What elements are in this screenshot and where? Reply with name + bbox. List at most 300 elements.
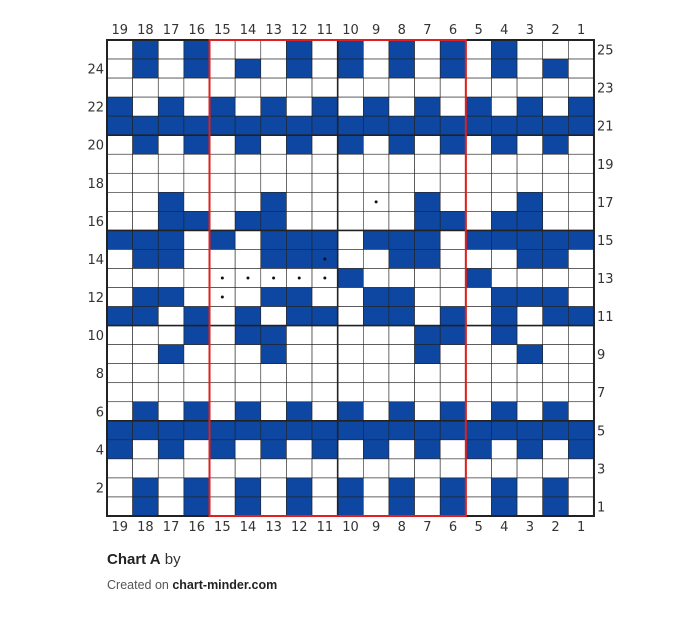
chart-cell-filled [338,497,364,516]
chart-cell-empty [440,345,466,364]
chart-cell-filled [312,421,338,440]
chart-cell-filled [415,421,441,440]
chart-cell-empty [543,326,569,345]
chart-cell-filled [415,97,441,116]
chart-cell-empty [517,78,543,97]
chart-cell-empty [363,326,389,345]
chart-cell-filled [107,307,133,326]
chart-cell-filled [517,192,543,211]
col-label-top: 11 [316,23,334,38]
chart-cell-empty [568,268,594,287]
chart-cell-empty [210,173,236,192]
row-label-left: 8 [95,367,104,383]
chart-cell-empty [235,173,261,192]
chart-cell-filled [286,288,312,307]
chart-cell-empty [133,326,159,345]
col-label-bottom: 15 [214,520,231,535]
chart-cell-empty [312,364,338,383]
row-label-right: 9 [596,348,606,364]
chart-cell-empty [466,383,492,402]
chart-cell-filled [338,116,364,135]
chart-cell-empty [286,173,312,192]
chart-cell-empty [312,173,338,192]
chart-cell-empty [543,440,569,459]
chart-cell-empty [133,97,159,116]
chart-cell-empty [491,173,517,192]
chart-cell-empty [286,459,312,478]
chart-cell-empty [440,440,466,459]
chart-cell-empty [389,459,415,478]
chart-cell-empty [210,364,236,383]
chart-cell-empty [107,459,133,478]
chart-cell-filled [261,192,287,211]
col-label-bottom: 17 [162,520,180,535]
chart-cell-empty [415,402,441,421]
chart-cell-empty [466,497,492,516]
chart-cell-filled [543,288,569,307]
chart-cell-empty [184,459,210,478]
chart-cell-filled [312,307,338,326]
row-label-right: 15 [596,233,614,249]
chart-cell-filled [415,440,441,459]
chart-cell-empty [568,383,594,402]
row-label-right: 5 [596,424,606,440]
chart-cell-filled [415,249,441,268]
site-link[interactable]: chart-minder.com [172,578,278,592]
chart-cell-filled [133,497,159,516]
row-label-right: 1 [596,500,606,516]
chart-cell-empty [286,364,312,383]
chart-cell-empty [184,345,210,364]
chart-cell-empty [466,402,492,421]
chart-cell-empty [312,135,338,154]
row-label-left: 24 [87,62,104,78]
chart-cell-filled [286,230,312,249]
chart-cell-filled [568,97,594,116]
chart-cell-empty [107,59,133,78]
row-label-left: 4 [95,443,104,459]
col-label-top: 19 [111,23,129,38]
chart-cell-empty [389,268,415,287]
chart-cell-filled [338,402,364,421]
row-label-right: 13 [596,272,614,287]
col-label-bottom: 12 [290,520,308,535]
chart-cell-filled [158,345,184,364]
chart-cell-empty [107,402,133,421]
chart-cell-filled [363,116,389,135]
col-label-bottom: 4 [500,520,509,535]
chart-cell-filled [517,211,543,230]
chart-cell-filled [210,97,236,116]
chart-cell-empty [363,402,389,421]
chart-cell-empty [415,59,441,78]
chart-cell-filled [312,440,338,459]
chart-cell-empty [389,173,415,192]
chart-cell-empty [543,211,569,230]
chart-cell-filled [184,116,210,135]
chart-cell-empty [491,440,517,459]
chart-cell-filled [338,421,364,440]
chart-cell-empty [133,154,159,173]
chart-cell-empty [312,192,338,211]
col-label-top: 10 [342,23,359,38]
chart-cell-empty [568,345,594,364]
chart-cell-empty [440,230,466,249]
col-label-top: 7 [423,23,432,38]
chart-cell-filled [261,211,287,230]
stitch-dot [221,296,224,299]
chart-cell-empty [312,288,338,307]
chart-cell-empty [363,211,389,230]
chart-cell-empty [261,402,287,421]
chart-cell-empty [338,211,364,230]
col-label-top: 5 [474,23,483,38]
chart-cell-empty [235,459,261,478]
chart-cell-empty [568,402,594,421]
chart-cell-filled [440,497,466,516]
chart-cell-empty [466,40,492,59]
chart-cell-filled [158,249,184,268]
chart-cell-filled [210,116,236,135]
chart-cell-empty [543,345,569,364]
chart-cell-filled [133,59,159,78]
chart-cell-empty [158,402,184,421]
chart-cell-empty [235,78,261,97]
chart-cell-filled [517,97,543,116]
row-label-left: 16 [87,214,104,230]
chart-cell-filled [210,440,236,459]
chart-cell-filled [517,421,543,440]
chart-cell-filled [466,97,492,116]
col-label-bottom: 5 [474,520,483,535]
chart-cell-empty [466,478,492,497]
chart-cell-empty [517,459,543,478]
chart-cell-empty [389,345,415,364]
col-label-bottom: 11 [316,520,334,535]
chart-cell-empty [440,154,466,173]
chart-cell-filled [158,97,184,116]
chart-cell-filled [491,59,517,78]
row-label-left: 6 [95,405,104,421]
col-label-top: 4 [500,23,509,38]
chart-cell-empty [286,211,312,230]
chart-cell-empty [491,364,517,383]
chart-cell-filled [210,421,236,440]
chart-cell-empty [389,154,415,173]
chart-cell-empty [184,440,210,459]
chart-cell-empty [568,249,594,268]
chart-cell-empty [261,459,287,478]
chart-cell-empty [363,268,389,287]
chart-cell-empty [389,78,415,97]
chart-cell-empty [261,478,287,497]
chart-cell-filled [491,326,517,345]
chart-cell-empty [568,459,594,478]
chart-cell-empty [415,78,441,97]
chart-cell-empty [184,97,210,116]
chart-cell-filled [543,135,569,154]
chart-cell-filled [517,249,543,268]
chart-cell-filled [543,497,569,516]
chart-cell-empty [210,211,236,230]
col-label-top: 17 [162,23,180,38]
chart-cell-empty [466,173,492,192]
chart-cell-empty [158,59,184,78]
chart-cell-empty [210,459,236,478]
chart-cell-empty [184,364,210,383]
col-label-bottom: 8 [397,520,406,535]
row-label-right: 21 [596,119,614,135]
chart-cell-filled [235,135,261,154]
chart-cell-empty [338,440,364,459]
chart-cell-filled [184,211,210,230]
chart-cell-empty [491,383,517,402]
stitch-dot [323,257,326,260]
col-label-top: 16 [188,23,205,38]
chart-cell-empty [363,135,389,154]
chart-cell-empty [466,307,492,326]
chart-cell-empty [466,211,492,230]
chart-cell-empty [261,78,287,97]
chart-cell-empty [568,59,594,78]
chart-cell-filled [338,135,364,154]
stitch-dot [221,277,224,280]
chart-cell-empty [107,249,133,268]
chart-title-line [107,551,181,568]
chart-cell-empty [133,78,159,97]
chart-cell-empty [107,497,133,516]
chart-cell-filled [491,230,517,249]
chart-cell-filled [184,307,210,326]
chart-cell-empty [466,59,492,78]
chart-cell-filled [133,116,159,135]
chart-cell-empty [107,268,133,287]
chart-cell-empty [210,40,236,59]
chart-cell-empty [389,211,415,230]
chart-cell-empty [261,364,287,383]
chart-cell-empty [517,326,543,345]
chart-cell-filled [466,421,492,440]
chart-cell-filled [415,211,441,230]
chart-cell-filled [568,307,594,326]
chart-cell-empty [338,459,364,478]
chart-cell-empty [158,173,184,192]
chart-cell-filled [363,288,389,307]
chart-cell-filled [235,116,261,135]
chart-cell-filled [107,440,133,459]
chart-cell-empty [466,135,492,154]
chart-cell-filled [415,230,441,249]
chart-cell-filled [415,345,441,364]
chart-cell-empty [286,97,312,116]
chart-cell-empty [184,173,210,192]
col-label-top: 6 [448,23,458,38]
chart-cell-filled [286,116,312,135]
row-label-right: 3 [596,462,606,478]
chart-cell-empty [312,459,338,478]
chart-cell-empty [184,192,210,211]
chart-cell-filled [543,230,569,249]
chart-cell-filled [286,402,312,421]
chart-title: Chart A [107,551,161,568]
chart-cell-empty [158,135,184,154]
chart-cell-empty [312,345,338,364]
chart-cell-filled [107,421,133,440]
chart-by: by [164,551,181,568]
chart-cell-filled [440,478,466,497]
chart-cell-empty [466,345,492,364]
chart-cell-filled [389,478,415,497]
chart-cell-empty [235,40,261,59]
chart-cell-filled [543,59,569,78]
chart-cell-filled [568,116,594,135]
chart-cell-filled [158,192,184,211]
chart-cell-filled [261,421,287,440]
col-label-top: 8 [397,23,406,38]
chart-cell-filled [440,59,466,78]
row-label-right: 17 [596,195,614,211]
chart-cell-empty [312,78,338,97]
chart-cell-empty [107,288,133,307]
chart-cell-filled [466,116,492,135]
chart-cell-empty [158,364,184,383]
chart-cell-filled [389,249,415,268]
chart-cell-filled [543,402,569,421]
chart-cell-empty [286,192,312,211]
chart-cell-empty [210,345,236,364]
chart-cell-empty [415,40,441,59]
col-label-bottom: 6 [448,520,458,535]
row-label-left: 22 [87,100,104,116]
chart-cell-empty [235,192,261,211]
chart-cell-filled [389,230,415,249]
chart-cell-filled [543,478,569,497]
chart-cell-filled [184,59,210,78]
stitch-dot [272,277,275,280]
chart-cell-filled [261,230,287,249]
chart-cell-filled [235,307,261,326]
col-label-top: 13 [265,23,282,38]
col-label-top: 2 [551,23,560,38]
chart-cell-filled [235,497,261,516]
chart-cell-empty [184,230,210,249]
chart-cell-filled [491,402,517,421]
credit-line [107,578,277,592]
chart-cell-filled [568,421,594,440]
chart-cell-empty [158,497,184,516]
stitch-dot [246,277,249,280]
row-label-left: 12 [87,291,104,307]
chart-cell-empty [389,192,415,211]
chart-cell-empty [158,383,184,402]
chart-cell-empty [261,59,287,78]
chart-cell-empty [517,135,543,154]
chart-cell-empty [466,192,492,211]
chart-cell-filled [286,135,312,154]
chart-cell-filled [286,421,312,440]
chart-cell-filled [466,268,492,287]
chart-cell-filled [389,116,415,135]
chart-cell-empty [543,192,569,211]
chart-cell-empty [312,326,338,345]
chart-cell-filled [184,402,210,421]
chart-cell-empty [107,78,133,97]
chart-cell-empty [158,268,184,287]
chart-cell-empty [466,288,492,307]
chart-cell-empty [133,173,159,192]
chart-cell-filled [286,40,312,59]
created-on-text: Created on [107,578,169,592]
chart-cell-empty [133,345,159,364]
chart-cell-empty [517,40,543,59]
chart-cell-empty [107,364,133,383]
chart-cell-empty [107,135,133,154]
col-label-bottom: 13 [265,520,282,535]
chart-cell-filled [235,59,261,78]
chart-cell-filled [184,326,210,345]
chart-cell-empty [389,440,415,459]
chart-cell-empty [415,383,441,402]
chart-cell-empty [133,192,159,211]
chart-cell-filled [286,478,312,497]
chart-cell-empty [543,78,569,97]
chart-cell-empty [517,59,543,78]
col-label-top: 18 [137,23,154,38]
chart-cell-filled [184,40,210,59]
chart-cell-empty [210,497,236,516]
chart-cell-empty [440,364,466,383]
row-label-right: 19 [596,157,614,173]
chart-cell-filled [543,421,569,440]
chart-cell-filled [133,478,159,497]
chart-cell-filled [491,211,517,230]
chart-cell-filled [440,116,466,135]
chart-cell-empty [107,383,133,402]
chart-cell-empty [415,288,441,307]
chart-cell-empty [363,154,389,173]
stitch-dot [323,277,326,280]
chart-cell-empty [210,78,236,97]
chart-cell-empty [158,326,184,345]
chart-cell-filled [568,230,594,249]
chart-cell-filled [133,40,159,59]
chart-cell-empty [363,383,389,402]
chart-cell-empty [466,249,492,268]
chart-cell-empty [440,192,466,211]
chart-cell-filled [491,116,517,135]
chart-cell-empty [210,383,236,402]
chart-cell-empty [440,78,466,97]
chart-cell-empty [235,288,261,307]
chart-cell-empty [543,459,569,478]
chart-cell-empty [286,345,312,364]
chart-cell-empty [184,78,210,97]
chart-cell-filled [235,211,261,230]
chart-cell-empty [568,326,594,345]
chart-cell-empty [158,40,184,59]
chart-cell-empty [363,364,389,383]
chart-cell-empty [184,249,210,268]
chart-cell-empty [517,307,543,326]
chart-cell-empty [491,249,517,268]
chart-cell-filled [363,97,389,116]
chart-cell-filled [491,421,517,440]
chart-cell-empty [312,154,338,173]
chart-cell-empty [466,78,492,97]
chart-cell-empty [389,364,415,383]
chart-cell-filled [466,230,492,249]
chart-cell-empty [210,192,236,211]
